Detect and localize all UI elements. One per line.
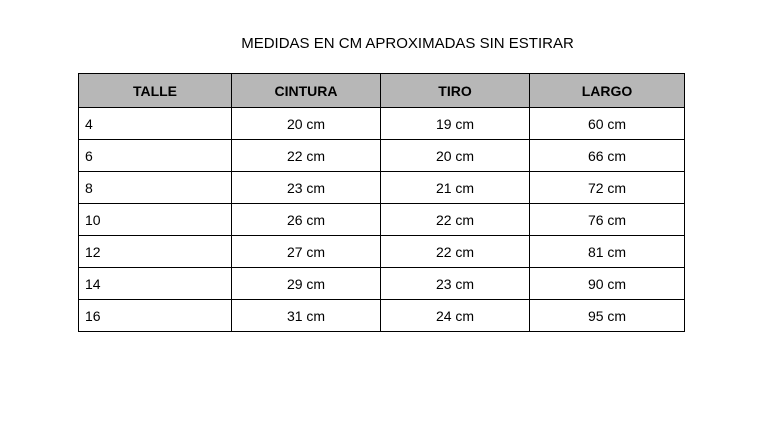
cell-talle: 8 (79, 172, 232, 204)
cell-tiro: 20 cm (381, 140, 530, 172)
header-largo: LARGO (530, 74, 685, 108)
cell-tiro: 21 cm (381, 172, 530, 204)
page-title: MEDIDAS EN CM APROXIMADAS SIN ESTIRAR (241, 35, 574, 52)
cell-cintura: 20 cm (232, 108, 381, 140)
cell-cintura: 22 cm (232, 140, 381, 172)
cell-talle: 12 (79, 236, 232, 268)
cell-tiro: 24 cm (381, 300, 530, 332)
header-cintura: CINTURA (232, 74, 381, 108)
table-body (79, 108, 685, 332)
header-tiro: TIRO (381, 74, 530, 108)
cell-tiro: 22 cm (381, 236, 530, 268)
cell-talle: 14 (79, 268, 232, 300)
cell-tiro: 23 cm (381, 268, 530, 300)
cell-cintura: 23 cm (232, 172, 381, 204)
cell-largo: 90 cm (530, 268, 685, 300)
cell-largo: 95 cm (530, 300, 685, 332)
cell-cintura: 29 cm (232, 268, 381, 300)
cell-largo: 76 cm (530, 204, 685, 236)
cell-tiro: 22 cm (381, 204, 530, 236)
cell-talle: 6 (79, 140, 232, 172)
cell-largo: 81 cm (530, 236, 685, 268)
cell-cintura: 27 cm (232, 236, 381, 268)
size-table (78, 73, 685, 332)
cell-tiro: 19 cm (381, 108, 530, 140)
cell-largo: 60 cm (530, 108, 685, 140)
table-header (79, 74, 685, 108)
table-row (79, 140, 685, 172)
cell-cintura: 31 cm (232, 300, 381, 332)
table-row (79, 236, 685, 268)
cell-talle: 10 (79, 204, 232, 236)
cell-talle: 4 (79, 108, 232, 140)
table-row (79, 300, 685, 332)
cell-talle: 16 (79, 300, 232, 332)
table-row (79, 108, 685, 140)
cell-largo: 72 cm (530, 172, 685, 204)
table-row (79, 172, 685, 204)
header-row (79, 74, 685, 108)
table-row (79, 268, 685, 300)
header-talle: TALLE (79, 74, 232, 108)
table-row (79, 204, 685, 236)
cell-largo: 66 cm (530, 140, 685, 172)
cell-cintura: 26 cm (232, 204, 381, 236)
